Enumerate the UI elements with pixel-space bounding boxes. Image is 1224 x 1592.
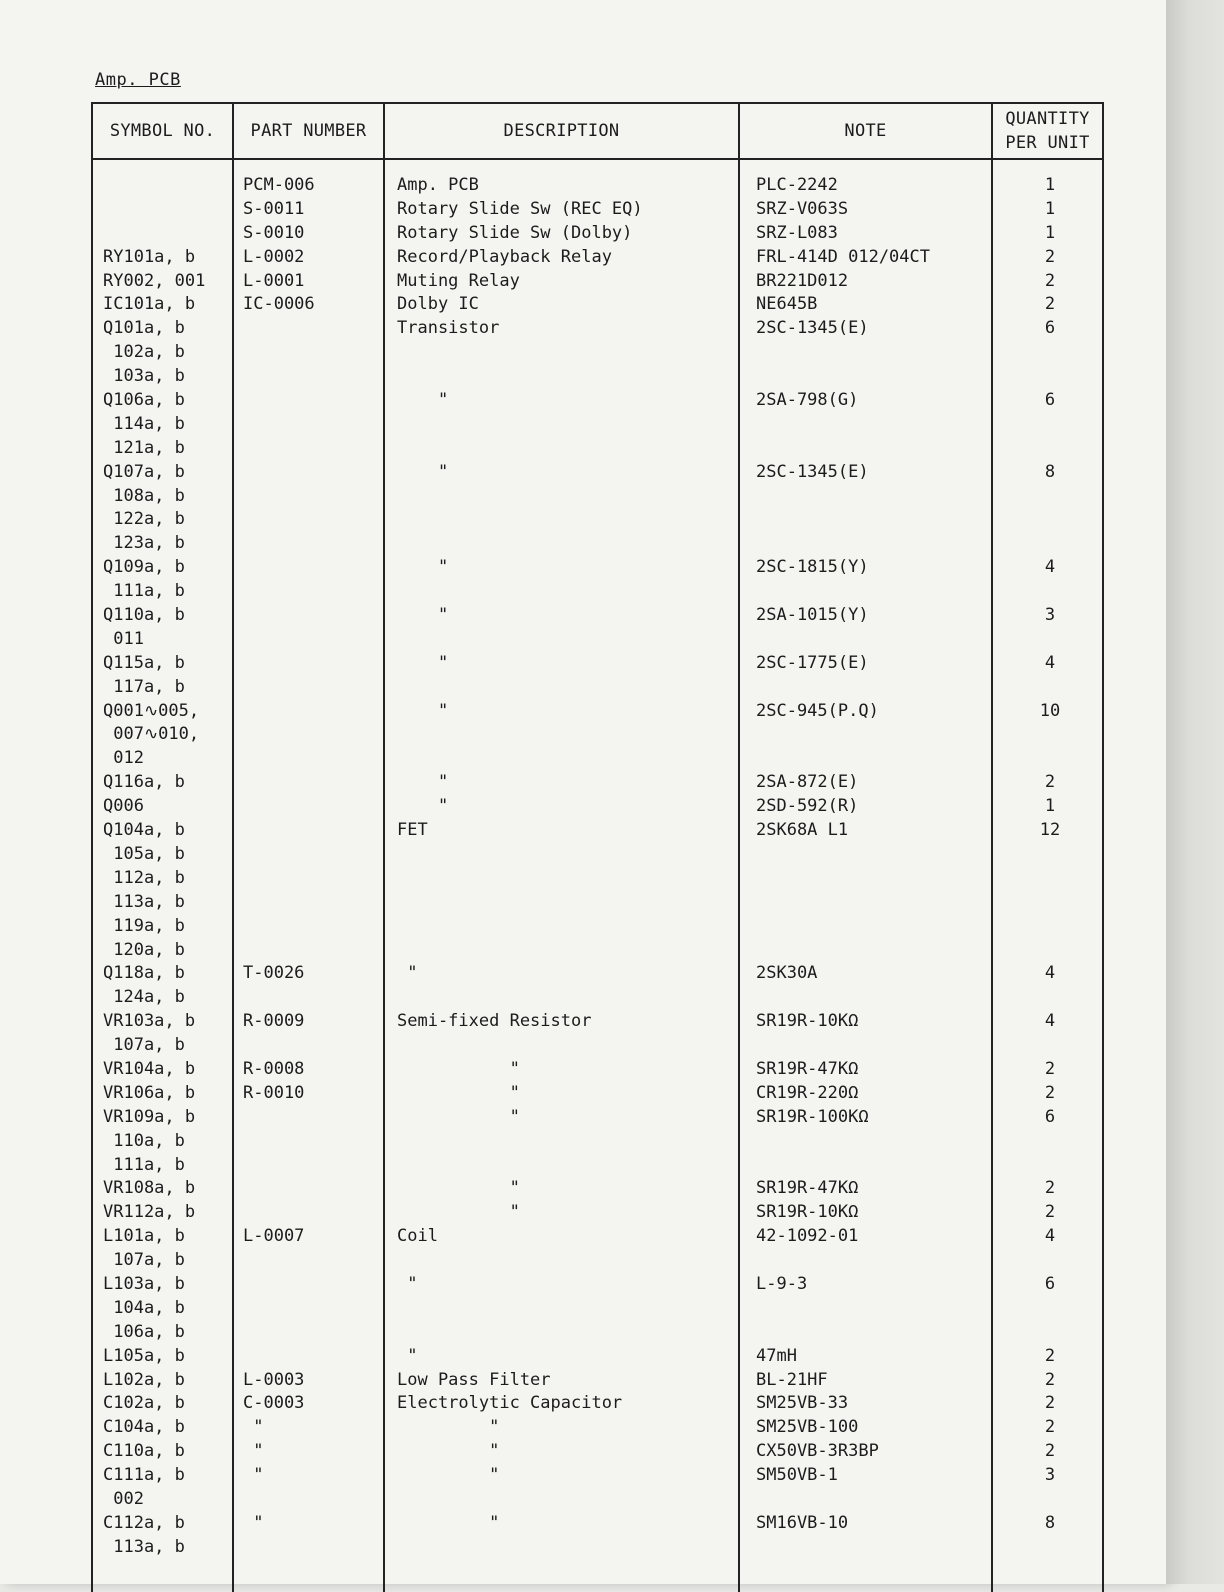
table-row (0, 1106, 1166, 1130)
header-symbol: SYMBOL NO. (109, 121, 216, 141)
symbol-cell: 110a, b (103, 1130, 185, 1151)
note-cell: 2SK30A (756, 963, 818, 984)
table-row (0, 437, 1166, 461)
table-row (0, 676, 1166, 700)
quantity-cell: 6 (1044, 390, 1056, 411)
table-row (0, 843, 1166, 867)
note-cell: 42-1092-01 (756, 1226, 859, 1247)
note-cell: SM25VB-33 (756, 1393, 849, 1414)
symbol-cell: VR108a, b (103, 1178, 196, 1199)
page-edge (1166, 0, 1224, 1584)
quantity-cell: 2 (1044, 246, 1056, 267)
symbol-cell: VR104a, b (103, 1058, 196, 1079)
part-number-cell: PCM-006 (243, 175, 315, 195)
symbol-cell: 111a, b (103, 581, 185, 602)
description-cell: " (397, 796, 449, 817)
note-cell: 2SK68A L1 (756, 820, 849, 841)
description-cell: " (397, 1202, 520, 1223)
table-row (0, 939, 1166, 963)
symbol-cell: 105a, b (103, 843, 185, 864)
note-cell: 2SA-798(G) (756, 390, 859, 411)
quantity-cell: 2 (1044, 294, 1056, 315)
description-cell: " (397, 1106, 520, 1127)
note-cell: SRZ-V063S (756, 198, 849, 219)
table-row (0, 389, 1166, 413)
quantity-cell: 1 (1044, 175, 1056, 195)
table-row (0, 628, 1166, 652)
symbol-cell: C111a, b (103, 1465, 185, 1486)
symbol-cell: C112a, b (103, 1512, 185, 1533)
quantity-cell: 6 (1044, 1106, 1056, 1127)
table-row (0, 1201, 1166, 1225)
note-cell: 2SA-1015(Y) (756, 605, 869, 626)
symbol-cell: 108a, b (103, 485, 185, 506)
quantity-cell: 1 (1044, 796, 1056, 817)
table-row (0, 1392, 1166, 1416)
table-row (0, 317, 1166, 341)
quantity-cell: 4 (1044, 557, 1056, 578)
symbol-cell: 121a, b (103, 437, 185, 458)
table-row (0, 580, 1166, 604)
table-row (0, 1082, 1166, 1106)
description-cell: Rotary Slide Sw (Dolby) (397, 222, 633, 243)
part-number-cell: R-0009 (243, 1011, 305, 1032)
quantity-cell: 8 (1044, 461, 1056, 482)
description-cell: " (397, 605, 449, 626)
symbol-cell: L101a, b (103, 1226, 185, 1247)
header-quantity-line1: QUANTITY (1005, 109, 1090, 129)
part-number-cell: IC-0006 (243, 294, 315, 315)
quantity-cell: 1 (1044, 198, 1056, 219)
table-row (0, 819, 1166, 843)
description-cell: " (397, 1058, 520, 1079)
description-cell: Muting Relay (397, 270, 520, 291)
table-row (0, 700, 1166, 724)
part-number-cell: " (243, 1512, 264, 1533)
note-cell: 2SC-1345(E) (756, 318, 869, 339)
part-number-cell: " (243, 1465, 264, 1486)
description-cell: " (397, 390, 449, 411)
symbol-cell: 103a, b (103, 366, 185, 387)
description-cell: " (397, 652, 449, 673)
quantity-cell: 3 (1044, 605, 1056, 626)
symbol-cell: Q106a, b (103, 390, 185, 411)
description-cell: Record/Playback Relay (397, 246, 612, 267)
symbol-cell: Q104a, b (103, 820, 185, 841)
symbol-cell: 123a, b (103, 533, 185, 554)
note-cell: SR19R-10KΩ (756, 1011, 859, 1032)
table-row (0, 962, 1166, 986)
symbol-cell: 114a, b (103, 413, 185, 434)
table-row (0, 461, 1166, 485)
table-row (0, 1273, 1166, 1297)
quantity-cell: 2 (1044, 1393, 1056, 1414)
note-cell: BL-21HF (756, 1369, 828, 1390)
symbol-cell: 104a, b (103, 1297, 185, 1318)
symbol-cell: C102a, b (103, 1393, 185, 1414)
note-cell: CR19R-220Ω (756, 1082, 859, 1103)
quantity-cell: 8 (1044, 1512, 1056, 1533)
table-row (0, 1536, 1166, 1560)
description-cell: " (397, 1273, 418, 1294)
quantity-cell: 3 (1044, 1465, 1056, 1486)
header-part-number: PART NUMBER (250, 121, 367, 141)
table-row (0, 341, 1166, 365)
note-cell: 2SC-1815(Y) (756, 557, 869, 578)
table-row (0, 1345, 1166, 1369)
table-row (0, 771, 1166, 795)
header-divider (91, 158, 1104, 160)
table-row (0, 1512, 1166, 1536)
note-cell: SM25VB-100 (756, 1417, 859, 1438)
symbol-cell: 102a, b (103, 342, 185, 363)
symbol-cell: Q107a, b (103, 461, 185, 482)
part-number-cell: T-0026 (243, 963, 305, 984)
quantity-cell: 2 (1044, 270, 1056, 291)
description-cell: " (397, 461, 449, 482)
note-cell: 2SC-1345(E) (756, 461, 869, 482)
table-row (0, 508, 1166, 532)
quantity-cell: 2 (1044, 1178, 1056, 1199)
note-cell: BR221D012 (756, 270, 849, 291)
symbol-cell: Q006 (103, 796, 144, 817)
note-cell: SM50VB-1 (756, 1465, 838, 1486)
symbol-cell: RY101a, b (103, 246, 196, 267)
symbol-cell: VR106a, b (103, 1082, 196, 1103)
description-cell: FET (397, 820, 428, 841)
symbol-cell: Q115a, b (103, 652, 185, 673)
quantity-cell: 6 (1044, 318, 1056, 339)
table-row (0, 1058, 1166, 1082)
table-row (0, 1369, 1166, 1393)
part-number-cell: R-0010 (243, 1082, 305, 1103)
table-row (0, 198, 1166, 222)
table-row (0, 723, 1166, 747)
symbol-cell: 107a, b (103, 1250, 185, 1271)
symbol-cell: 119a, b (103, 915, 185, 936)
symbol-cell: 107a, b (103, 1035, 185, 1056)
table-row (0, 1010, 1166, 1034)
table-row (0, 1416, 1166, 1440)
quantity-cell: 2 (1044, 1058, 1056, 1079)
table-row (0, 1177, 1166, 1201)
description-cell: " (397, 1178, 520, 1199)
table-row (0, 891, 1166, 915)
symbol-cell: IC101a, b (103, 294, 196, 315)
description-cell: " (397, 1512, 500, 1533)
note-cell: CX50VB-3R3BP (756, 1441, 879, 1462)
part-number-cell: L-0001 (243, 270, 305, 291)
part-number-cell: C-0003 (243, 1393, 305, 1414)
quantity-cell: 4 (1044, 1011, 1056, 1032)
description-cell: " (397, 1417, 500, 1438)
table-row (0, 532, 1166, 556)
symbol-cell: Q118a, b (103, 963, 185, 984)
symbol-cell: 106a, b (103, 1321, 185, 1342)
description-cell: Amp. PCB (397, 175, 479, 195)
symbol-cell: 113a, b (103, 891, 185, 912)
note-cell: SR19R-47KΩ (756, 1178, 859, 1199)
header-note: NOTE (844, 121, 887, 141)
table-row (0, 174, 1166, 198)
symbol-cell: 012 (103, 748, 144, 769)
note-cell: L-9-3 (756, 1273, 808, 1294)
symbol-cell: 111a, b (103, 1154, 185, 1175)
note-cell: 2SC-1775(E) (756, 652, 869, 673)
table-row (0, 485, 1166, 509)
symbol-cell: Q109a, b (103, 557, 185, 578)
table-row (0, 1440, 1166, 1464)
part-number-cell: L-0003 (243, 1369, 305, 1390)
description-cell: Dolby IC (397, 294, 479, 315)
table-row (0, 293, 1166, 317)
table-row (0, 365, 1166, 389)
note-cell: 47mH (756, 1345, 797, 1366)
table-row (0, 604, 1166, 628)
symbol-cell: L102a, b (103, 1369, 185, 1390)
symbol-cell: 112a, b (103, 867, 185, 888)
symbol-cell: 122a, b (103, 509, 185, 530)
table-row (0, 1464, 1166, 1488)
table-row (0, 867, 1166, 891)
part-number-cell: S-0011 (243, 198, 305, 219)
table-row (0, 1321, 1166, 1345)
symbol-cell: Q101a, b (103, 318, 185, 339)
quantity-cell: 6 (1044, 1273, 1056, 1294)
description-cell: " (397, 1465, 500, 1486)
symbol-cell: 120a, b (103, 939, 185, 960)
description-cell: " (397, 1345, 418, 1366)
description-cell: Transistor (397, 318, 500, 339)
part-number-cell: L-0007 (243, 1226, 305, 1247)
section-title: Amp. PCB (95, 70, 181, 90)
table-row (0, 747, 1166, 771)
note-cell: 2SC-945(P.Q) (756, 700, 879, 721)
symbol-cell: C110a, b (103, 1441, 185, 1462)
table-row (0, 1488, 1166, 1512)
table-row (0, 1297, 1166, 1321)
quantity-cell: 2 (1044, 1369, 1056, 1390)
part-number-cell: L-0002 (243, 246, 305, 267)
description-cell: Low Pass Filter (397, 1369, 551, 1390)
symbol-cell: 117a, b (103, 676, 185, 697)
symbol-cell: L103a, b (103, 1273, 185, 1294)
header-description: DESCRIPTION (503, 121, 620, 141)
description-cell: " (397, 1082, 520, 1103)
note-cell: SR19R-100KΩ (756, 1106, 869, 1127)
description-cell: " (397, 963, 418, 984)
quantity-cell: 4 (1044, 1226, 1056, 1247)
symbol-cell: 124a, b (103, 987, 185, 1008)
symbol-cell: 002 (103, 1488, 144, 1509)
table-row (0, 915, 1166, 939)
part-number-cell: S-0010 (243, 222, 305, 243)
quantity-cell: 10 (1039, 700, 1061, 721)
table-row (0, 986, 1166, 1010)
symbol-cell: L105a, b (103, 1345, 185, 1366)
description-cell: Semi-fixed Resistor (397, 1011, 592, 1032)
symbol-cell: 011 (103, 628, 144, 649)
table-row (0, 1130, 1166, 1154)
part-number-cell: R-0008 (243, 1058, 305, 1079)
note-cell: SRZ-L083 (756, 222, 838, 243)
table-row (0, 1225, 1166, 1249)
part-number-cell: " (243, 1417, 264, 1438)
symbol-cell: VR109a, b (103, 1106, 196, 1127)
quantity-cell: 2 (1044, 1345, 1056, 1366)
quantity-cell: 2 (1044, 1202, 1056, 1223)
table-row (0, 222, 1166, 246)
quantity-cell: 2 (1044, 1082, 1056, 1103)
quantity-cell: 2 (1044, 772, 1056, 793)
quantity-cell: 2 (1044, 1441, 1056, 1462)
quantity-cell: 12 (1039, 820, 1061, 841)
description-cell: " (397, 557, 449, 578)
symbol-cell: VR112a, b (103, 1202, 196, 1223)
symbol-cell: Q110a, b (103, 605, 185, 626)
table-row (0, 652, 1166, 676)
quantity-cell: 1 (1044, 222, 1056, 243)
note-cell: 2SD-592(R) (756, 796, 859, 817)
symbol-cell: 113a, b (103, 1536, 185, 1557)
symbol-cell: C104a, b (103, 1417, 185, 1438)
note-cell: SR19R-47KΩ (756, 1058, 859, 1079)
description-cell: Rotary Slide Sw (REC EQ) (397, 198, 643, 219)
symbol-cell: RY002, 001 (103, 270, 206, 291)
symbol-cell: VR103a, b (103, 1011, 196, 1032)
quantity-cell: 4 (1044, 963, 1056, 984)
note-cell: NE645B (756, 294, 818, 315)
part-number-cell: " (243, 1441, 264, 1462)
description-cell: Coil (397, 1226, 438, 1247)
table-row (0, 1154, 1166, 1178)
description-cell: " (397, 700, 449, 721)
parts-table-body (0, 174, 1166, 1560)
note-cell: PLC-2242 (756, 175, 838, 195)
description-cell: " (397, 1441, 500, 1462)
table-row (0, 795, 1166, 819)
table-row (0, 413, 1166, 437)
description-cell: Electrolytic Capacitor (397, 1393, 623, 1414)
table-row (0, 1249, 1166, 1273)
header-quantity-line2: PER UNIT (1005, 133, 1090, 153)
symbol-cell: Q116a, b (103, 772, 185, 793)
description-cell: " (397, 772, 449, 793)
table-row (0, 270, 1166, 294)
table-row (0, 246, 1166, 270)
note-cell: FRL-414D 012/04CT (756, 246, 930, 267)
header-quantity (993, 104, 1102, 158)
quantity-cell: 2 (1044, 1417, 1056, 1438)
note-cell: SM16VB-10 (756, 1512, 849, 1533)
table-row (0, 556, 1166, 580)
note-cell: SR19R-10KΩ (756, 1202, 859, 1223)
quantity-cell: 4 (1044, 652, 1056, 673)
symbol-cell: 007∿010, (103, 724, 200, 745)
symbol-cell: Q001∿005, (103, 700, 200, 721)
table-row (0, 1034, 1166, 1058)
note-cell: 2SA-872(E) (756, 772, 859, 793)
